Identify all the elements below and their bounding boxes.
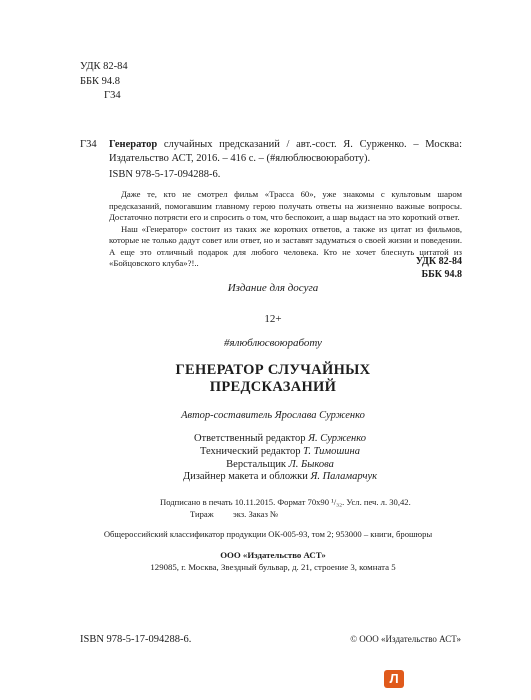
product-classifier: Общероссийский классификатор продукции ОК-005-93, том 2; 953000 – книги, брошюры <box>103 529 433 539</box>
udk-code: УДК 82-84 <box>80 61 128 72</box>
credit-name: Л. Быкова <box>288 458 334 470</box>
credit-role: Верстальщик <box>226 458 289 470</box>
printing-line-2: Тираж экз. Заказ № <box>190 508 279 519</box>
biblio-title-word: Генератор <box>109 139 158 150</box>
credit-role: Технический редактор <box>199 445 304 457</box>
classification-codes-right <box>416 255 462 281</box>
annotation-paragraph-1: Даже те, кто не смотрел фильм «Трасса 60», уже знакомы с культовым шаром предсказаний, помогавшим главному герою получать ответы на жизненно важные вопросы. Достаточно потрясти его и спросить о том, что беспокоит, а шар выдаст на это короткий ответ. <box>109 189 462 222</box>
classification-codes <box>80 60 128 104</box>
bookstore-logo-icon <box>384 670 404 688</box>
biblio-author-mark: Г34 <box>80 139 97 150</box>
book-title-line-1: ГЕНЕРАТОР СЛУЧАЙНЫХ <box>175 362 371 378</box>
credit-role: Ответственный редактор <box>193 433 309 444</box>
udk-code-right: УДК 82-84 <box>415 256 462 267</box>
isbn-record: ISBN 978-5-17-094288-6. <box>109 169 221 180</box>
credit-name: Я. Паламарчук <box>310 471 378 483</box>
annotation-paragraph-2: Наш «Генератор» состоит из таких же коротких ответов, а также из цитат из фильмов, которые не только дадут совет или ответ, но и заставят задуматься о своей жизни и поведении. А еще это отличный подарок для любого человека. Кто не хочет блеснуть цитатой из «Бойцовского клуба»?!.. <box>109 223 462 268</box>
credit-name: Т. Тимошина <box>303 445 361 457</box>
bbk-code-right: ББК 94.8 <box>421 269 462 280</box>
bibliographic-record <box>80 138 462 166</box>
credit-line <box>170 446 390 459</box>
credit-role: Дизайнер макета и обложки <box>182 471 311 483</box>
credits <box>170 433 390 484</box>
footer-isbn: ISBN 978-5-17-094288-6. <box>80 634 192 645</box>
publisher-info <box>0 550 531 573</box>
series-hashtag: #ялюблюсвоюработу <box>224 337 322 349</box>
logo-letter: Л <box>389 671 399 686</box>
bbk-code: ББК 94.8 <box>80 75 121 87</box>
credit-line <box>170 459 390 472</box>
printing-line-1: Подписано в печать 10.11.2015. Формат 70x90 ¹/₃₂. Усл. печ. л. 30,42. <box>160 497 411 507</box>
biblio-description <box>80 138 462 166</box>
book-title <box>0 362 531 396</box>
biblio-text: случайных предсказаний / авт.-сост. Я. Сурженко. – Москва: Издательство АСТ, 2016. – 416 с. – (#ялюблюсвоюработу). <box>109 139 462 164</box>
publisher-name: ООО «Издательство АСТ» <box>220 550 326 560</box>
credit-name: Я. Сурженко <box>308 433 367 444</box>
edition-type: Издание для досуга <box>227 282 319 294</box>
printing-info <box>160 497 411 520</box>
credit-line <box>170 471 390 484</box>
author-mark: Г34 <box>104 90 121 101</box>
publisher-address: 129085, г. Москва, Звездный бульвар, д. 21, строение 3, комната 5 <box>150 561 396 572</box>
credit-line <box>170 433 390 446</box>
age-rating: 12+ <box>264 313 282 325</box>
compiler: Автор-составитель Ярослава Сурженко <box>181 410 365 421</box>
annotation <box>109 189 462 270</box>
book-title-line-2: ПРЕДСКАЗАНИЙ <box>209 379 337 395</box>
footer-copyright: © ООО «Издательство АСТ» <box>350 634 461 644</box>
